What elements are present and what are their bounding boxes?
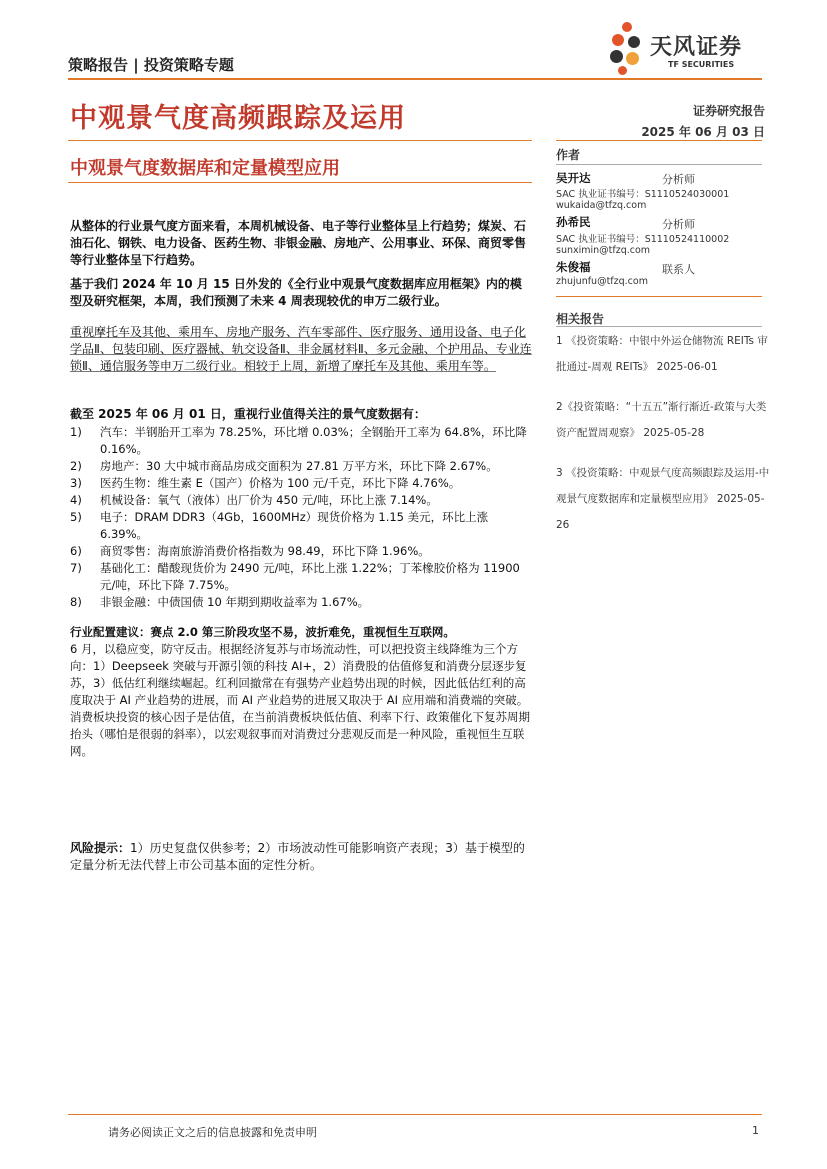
summary-trend: 从整体的行业景气度方面来看，本周机械设备、电子等行业整体呈上行趋势；煤炭、石油石化、钢铁、电力设备、医药生物、非银金融、房地产、公用事业、环保、商贸零售等行业整体呈下行趋势。 — [70, 219, 527, 267]
report-date: 2025 年 06 月 03 日 — [641, 125, 765, 139]
title-divider — [68, 140, 532, 141]
page-title: 中观景气度高频跟踪及运用 — [70, 103, 406, 134]
list-item-text: 基础化工：醋酸现货价为 2490 元/吨，环比上涨 1.22%；丁苯橡胶价格为 11900 元/吨，环比下降 7.75%。 — [100, 561, 520, 592]
logo-mark-icon-4 — [610, 50, 623, 63]
logo-mark-icon-6 — [618, 66, 627, 75]
related-report[interactable]: 3 《投资策略：中观景气度高频跟踪及运用-中观景气度数据库和定量模型应用》 2025-05-26 — [556, 467, 770, 531]
list-item-num: 4) — [70, 493, 82, 507]
author-role: 分析师 — [662, 218, 695, 231]
page-number: 1 — [752, 1124, 759, 1137]
list-item-num: 1) — [70, 425, 82, 439]
summary-industries: 重视摩托车及其他、乘用车、房地产服务、汽车零部件、医疗服务、通用设备、电子化学品Ⅱ、包装印刷、医疗器械、轨交设备Ⅱ、非金属材料Ⅱ、多元金融、个护用品、专业连锁Ⅱ、通信服务等申万二级行业。相较于上周，新增了摩托车及其他、乘用车等。 — [70, 325, 532, 373]
summary-data-heading: 截至 2025 年 06 月 01 日，重视行业值得关注的景气度数据有： — [70, 407, 426, 421]
tf-logo — [606, 20, 766, 76]
allocation-body: 6 月，以稳应变，防守反击。根据经济复苏与市场流动性，可以把投资主线降维为三个方向：1）Deepseek 突破与开源引领的科技 AI+，2）消费股的估值修复和消费分层逐步复苏，3）低估红利继续崛起。红利回撤常在有强势产业趋势出现的时候，因此低估红利的高度取决于 AI 产业趋势的进展，而 AI 产业趋势的进展又取决于 AI 应用端和消费端的突破。消费板块投资的核心因子是估值，在当前消费板块低估值、利率下行、政策催化下复苏周期抬头（哪怕是很弱的斜率），以宏观叙事而对消费过分悲观反而是一种风险，重视恒生互联网。 — [70, 642, 530, 758]
list-item — [70, 492, 532, 509]
report-type: 策略报告 | 投资策略专题 — [68, 56, 234, 74]
related-report[interactable]: 2《投资策略：“十五五”渐行渐近-政策与大类资产配置周观察》 2025-05-28 — [556, 401, 767, 439]
list-item-num: 2) — [70, 459, 82, 473]
author-email[interactable]: wukaida@tfzq.com — [556, 200, 647, 211]
risk-text: 1）历史复盘仅供参考；2）市场波动性可能影响资产表现；3）基于模型的定量分析无法代替上市公司基本面的定性分析。 — [70, 841, 525, 872]
list-item-text: 医药生物：维生素 E（国产）价格为 100 元/千克，环比下降 4.76%。 — [100, 476, 461, 490]
author-email[interactable]: sunximin@tfzq.com — [556, 245, 651, 256]
side-divider-top — [556, 140, 762, 141]
list-item-text: 机械设备：氧气（液体）出厂价为 450 元/吨，环比上涨 7.14%。 — [100, 493, 438, 507]
list-item — [70, 594, 532, 611]
list-item — [70, 424, 532, 458]
list-item-num: 7) — [70, 561, 82, 575]
list-item-num: 6) — [70, 544, 82, 558]
list-item-num: 8) — [70, 595, 82, 609]
logo-cn: 天风证券 — [650, 35, 743, 60]
page-subtitle: 中观景气度数据库和定量模型应用 — [70, 158, 340, 179]
logo-mark-icon-2 — [612, 34, 624, 46]
summary-framework: 基于我们 2024 年 10 月 15 日外发的《全行业中观景气度数据库应用框架》内的模型及研究框架，本周，我们预测了未来 4 周表现较优的申万二级行业。 — [70, 277, 522, 308]
list-item-text: 房地产：30 大中城市商品房成交面积为 27.81 万平方米，环比下降 2.67%。 — [100, 459, 498, 473]
logo-mark-icon-3 — [628, 36, 640, 48]
list-item — [70, 475, 532, 492]
author-cert: SAC 执业证书编号：S1110524030001 — [556, 189, 730, 200]
list-item-text: 电子：DRAM DDR3（4Gb，1600MHz）现货价格为 1.15 美元，环比上涨 6.39%。 — [100, 510, 489, 541]
list-item — [70, 560, 532, 594]
related-report[interactable]: 1 《投资策略：中银中外运仓储物流 REITs 审批通过-周观 REITs》 2025-06-01 — [556, 335, 768, 373]
authors-divider — [556, 164, 762, 165]
report-category: 证券研究报告 — [692, 104, 765, 118]
list-item-text: 非银金融：中债国债 10 年期到期收益率为 1.67%。 — [100, 595, 370, 609]
author-name: 朱俊福 — [556, 260, 591, 274]
author-cert: SAC 执业证书编号：S1110524110002 — [556, 234, 730, 245]
authors-heading: 作者 — [556, 148, 581, 162]
list-item-num: 3) — [70, 476, 82, 490]
subtitle-divider — [68, 182, 532, 183]
list-item — [70, 543, 532, 560]
author-email[interactable]: zhujunfu@tfzq.com — [556, 276, 648, 287]
logo-en: TF SECURITIES — [668, 60, 735, 69]
list-item — [70, 458, 532, 475]
logo-mark-icon — [622, 22, 632, 32]
related-heading: 相关报告 — [556, 312, 605, 326]
header-divider — [68, 78, 762, 80]
author-name: 孙希民 — [556, 215, 591, 229]
author-role: 联系人 — [662, 263, 695, 276]
risk-label: 风险提示： — [70, 841, 131, 855]
logo-mark-icon-5 — [626, 52, 639, 65]
footer-disclaimer[interactable]: 请务必阅读正文之后的信息披露和免责申明 — [108, 1126, 317, 1139]
author-name: 吴开达 — [556, 171, 591, 185]
list-item-text: 商贸零售：海南旅游消费价格指数为 98.49，环比下降 1.96%。 — [100, 544, 430, 558]
risk-note — [70, 840, 532, 874]
footer-divider — [68, 1114, 762, 1115]
list-item-text: 汽车：半钢胎开工率为 78.25%，环比增 0.03%；全钢胎开工率为 64.8%，环比降 0.16%。 — [100, 425, 527, 456]
related-divider — [556, 326, 762, 327]
author-role: 分析师 — [662, 173, 695, 186]
list-item-num: 5) — [70, 510, 82, 524]
related-divider-top — [556, 296, 762, 297]
list-item — [70, 509, 532, 543]
allocation-heading: 行业配置建议：赛点 2.0 第三阶段攻坚不易，波折难免，重视恒生互联网。 — [70, 625, 455, 639]
